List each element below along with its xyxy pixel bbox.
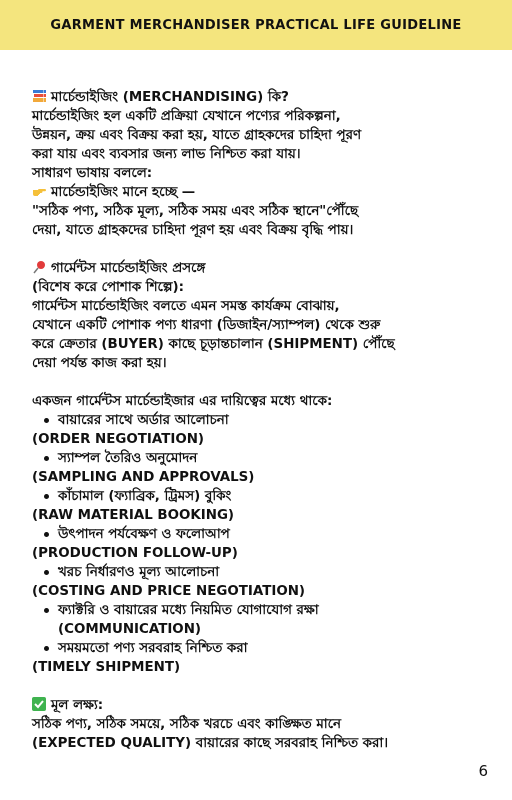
main-goal-line-1: সঠিক পণ্য, সঠিক সময়ে, সঠিক খরচে এবং কাঙ্ক্ষিত মানে <box>32 717 342 732</box>
list-item: খরচ নির্ধারণও মূল্য আলোচনা <box>32 563 492 582</box>
list-item-english: (COSTING AND PRICE NEGOTIATION) <box>32 584 306 599</box>
pointer-line: মার্চেন্ডাইজিং মানে হচ্ছে — <box>32 183 492 202</box>
pushpin-icon <box>32 260 47 274</box>
page-header <box>0 0 512 50</box>
list-item: ফ্যাক্টরি ও বায়ারের মধ্যে নিয়মিত যোগাযোগ রক্ষা <box>32 601 492 620</box>
spacer <box>32 373 492 392</box>
duties-intro: একজন গার্মেন্টস মার্চেন্ডাইজার এর দায়িত্বের মধ্যে থাকে: <box>32 394 333 409</box>
list-item: স্যাম্পল তৈরিও অনুমোদন <box>32 449 492 468</box>
quote-line-1: "সঠিক পণ্য, সঠিক মূল্য, সঠিক সময় এবং সঠিক স্থানে"পৌঁছে <box>32 204 359 219</box>
list-item-english: (TIMELY SHIPMENT) <box>32 660 181 675</box>
main-goal-heading: মূল লক্ষ্য: <box>32 696 492 715</box>
garments-line-3: যেখানে একটি পোশাক পণ্য ধারণা (ডিজাইন/স্যাম্পল) থেকে শুরু <box>32 318 381 333</box>
quote-line-2: দেয়া, যাতে গ্রাহকদের চাহিদা পূরণ হয় এবং বিক্রয় বৃদ্ধি পায়। <box>32 223 354 238</box>
list-item: বায়ারের সাথে অর্ডার আলোচনা <box>32 411 492 430</box>
list-item-english: (PRODUCTION FOLLOW-UP) <box>32 546 238 561</box>
list-item: কাঁচামাল (ফ্যাব্রিক, ট্রিমস) বুকিং <box>32 487 492 506</box>
garments-line-4: করে ক্রেতার (BUYER) কাছে চূড়ান্তচালান (SHIPMENT) পৌঁছে <box>32 337 395 352</box>
list-item-continuation: (COMMUNICATION) <box>58 622 202 637</box>
document-body <box>32 88 492 753</box>
list-item-english: (ORDER NEGOTIATION) <box>32 432 205 447</box>
list-item: উৎপাদন পর্যবেক্ষণ ও ফলোআপ <box>32 525 492 544</box>
list-item-english: (SAMPLING AND APPROVALS) <box>32 470 255 485</box>
list-item: সময়মতো পণ্য সরবরাহ নিশ্চিত করা <box>32 639 492 658</box>
definition-line-2: উন্নয়ন, ক্রয় এবং বিক্রয় করা হয়, যাতে গ্রাহকদের চাহিদা পূরণ <box>32 128 362 143</box>
spacer <box>32 240 492 259</box>
check-mark-icon <box>32 697 47 711</box>
main-goal-line-2: (EXPECTED QUALITY) বায়ারের কাছে সরবরাহ নিশ্চিত করা। <box>32 736 389 751</box>
garments-line-1: (বিশেষ করে পোশাক শিল্পে): <box>32 280 184 295</box>
definition-line-1: মার্চেন্ডাইজিং হল একটি প্রক্রিয়া যেখানে পণ্যের পরিকল্পনা, <box>32 109 341 124</box>
list-item-english: (RAW MATERIAL BOOKING) <box>32 508 235 523</box>
garments-line-2: গার্মেন্টস মার্চেন্ডাইজিং বলতে এমন সমস্ত কার্যক্রম বোঝায়, <box>32 299 340 314</box>
garments-line-5: দেয়া পর্যন্ত কাজ করা হয়। <box>32 356 167 371</box>
spacer <box>32 677 492 696</box>
books-icon <box>32 89 47 103</box>
garments-heading: গার্মেন্টস মার্চেন্ডাইজিং প্রসঙ্গে <box>32 259 492 278</box>
definition-line-4: সাধারণ ভাষায় বললে: <box>32 166 153 181</box>
pointing-hand-icon <box>32 184 47 198</box>
definition-line-3: করা যায় এবং ব্যবসার জন্য লাভ নিশ্চিত করা যায়। <box>32 147 301 162</box>
page-header-title: GARMENT MERCHANDISER PRACTICAL LIFE GUIDELINE <box>50 17 462 33</box>
page-number: 6 <box>478 762 488 780</box>
merchandising-heading: মার্চেন্ডাইজিং (MERCHANDISING) কি? <box>32 88 492 107</box>
